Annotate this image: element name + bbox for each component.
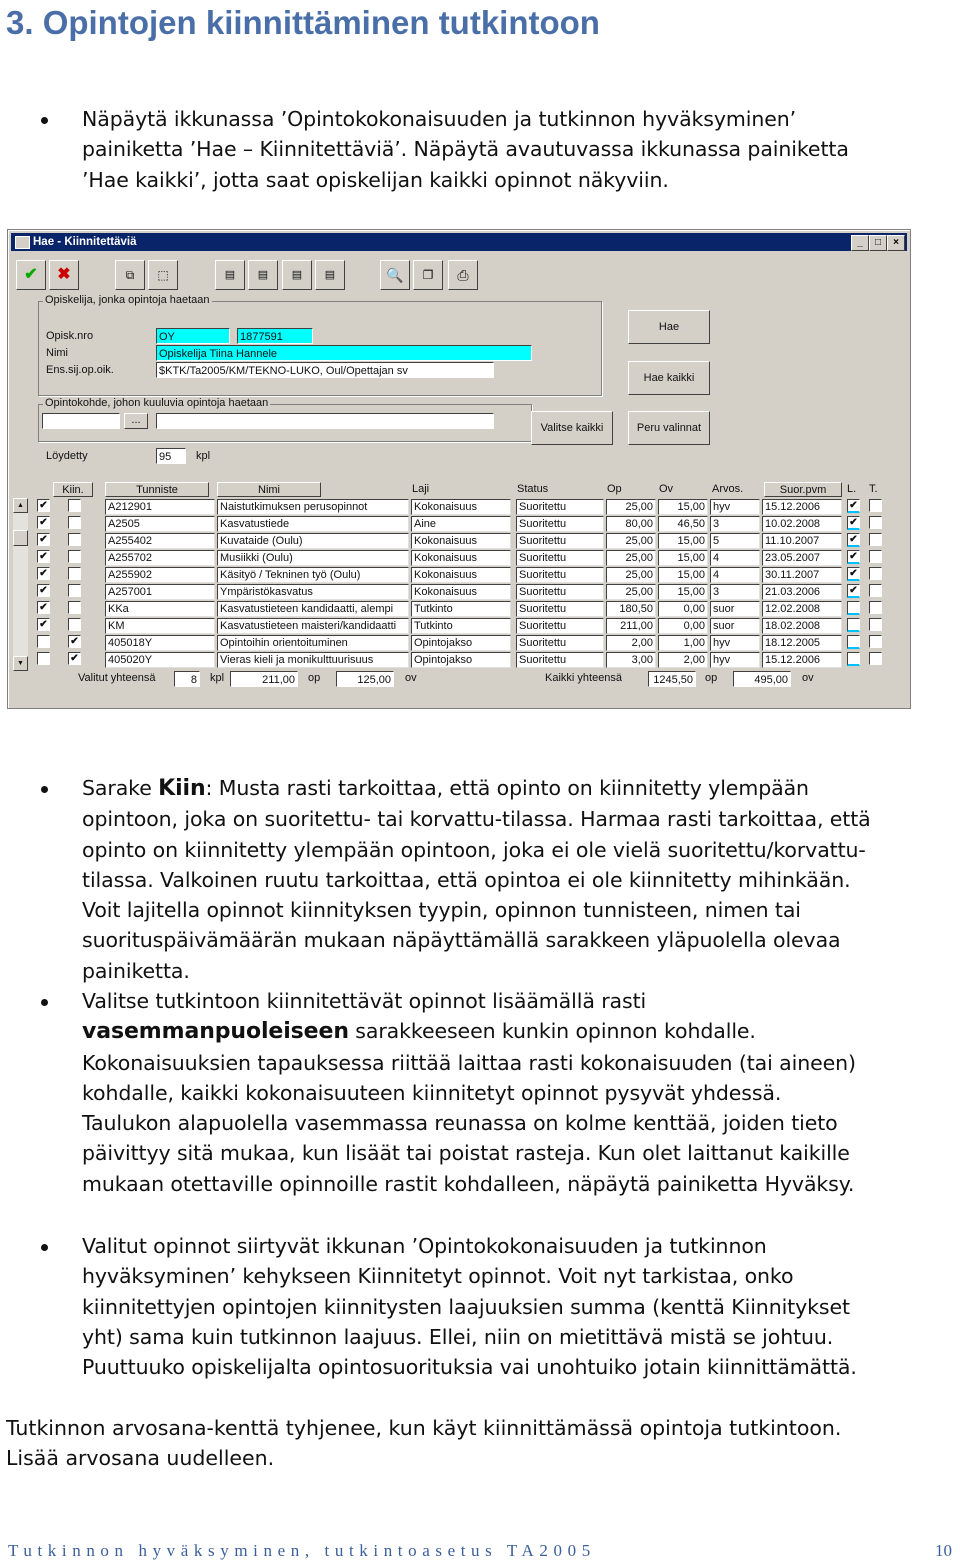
kiin-checkbox — [68, 550, 81, 563]
select-checkbox[interactable] — [37, 652, 50, 665]
table-cell-arvos: 5 — [710, 533, 760, 549]
loydetty-field: 95 — [156, 448, 186, 464]
table-cell-nimi: Käsityö / Tekninen työ (Oulu) — [217, 567, 409, 583]
table-cell-nimi: Musiikki (Oulu) — [217, 550, 409, 566]
table-cell-ov: 0,00 — [658, 601, 708, 617]
ov-header: Ov — [659, 483, 674, 495]
kaikki-ov-field: 495,00 — [733, 671, 791, 687]
paragraph-kiin — [82, 773, 871, 986]
text-line: mukaan otettaville opinnoille rastit kohdalleen, näpäytä painiketta Hyväksy. — [82, 1171, 855, 1196]
text-line: kiinnitettyjen opintojen kiinnitysten laajuuksien summa (kenttä Kiinnitykset — [82, 1294, 850, 1319]
print-icon[interactable]: ⎙ — [448, 260, 478, 290]
valitut-label: Valitut yhteensä — [78, 672, 156, 684]
opintokohde-field[interactable] — [42, 413, 120, 429]
maximize-icon[interactable]: □ — [869, 235, 887, 251]
table-cell-nimi: Naistutkimuksen perusopinnot — [217, 499, 409, 515]
kiin-checkbox — [68, 584, 81, 597]
kiin-checkbox — [68, 618, 81, 631]
table-cell-laji: Tutkinto — [411, 618, 511, 634]
text-span: Sarake — [82, 776, 159, 800]
kiin-checkbox: ✔ — [68, 652, 81, 665]
text-line — [82, 1016, 856, 1047]
text-span: : Musta rasti tarkoittaa, että opinto on kiinnitetty ylempään — [205, 776, 809, 800]
kaikki-ov-label: ov — [802, 672, 814, 684]
table-cell-laji: Opintojakso — [411, 652, 511, 668]
text-line: tilassa. Valkoinen ruutu tarkoittaa, että opintoa ei ole kiinnitetty mihinkään. — [82, 867, 851, 892]
loydetty-label: Löydetty — [46, 450, 88, 462]
kiin-checkbox — [68, 533, 81, 546]
table-cell-ov: 15,00 — [658, 550, 708, 566]
table-cell-arvos: 4 — [710, 550, 760, 566]
table-cell-arvos: suor — [710, 618, 760, 634]
table-cell-laji: Kokonaisuus — [411, 533, 511, 549]
table-cell-pvm: 15.12.2006 — [762, 499, 842, 515]
table-cell-tunniste: 405018Y — [105, 635, 215, 651]
t-checkbox[interactable] — [869, 601, 882, 614]
table-cell-laji: Kokonaisuus — [411, 584, 511, 600]
table-cell-nimi: Kasvatustieteen kandidaatti, alempi — [217, 601, 409, 617]
hae-button[interactable]: Hae — [628, 310, 710, 344]
table-cell-op: 80,00 — [606, 516, 656, 532]
paragraph-valitut — [82, 1231, 857, 1382]
text-line: painiketta ’Hae – Kiinnitettäviä’. Näpäytä avautuvassa ikkunassa painiketta — [82, 137, 849, 162]
text-line: kohdalle, kaikki kokonaisuuteen kiinnitetyt opinnot pysyvät yhdessä. — [82, 1080, 782, 1105]
scroll-down-icon[interactable]: ▼ — [13, 656, 28, 671]
table-cell-laji: Kokonaisuus — [411, 567, 511, 583]
table-cell-status: Suoritettu — [516, 499, 604, 515]
page-footer: Tutkinnon hyväksyminen, tutkintoasetus TA2005 — [8, 1541, 596, 1560]
table-cell-arvos: suor — [710, 601, 760, 617]
vasemmanpuoleiseen-bold-term: vasemmanpuoleiseen — [82, 1019, 349, 1045]
table-cell-nimi: Vieras kieli ja monikulttuurisuus — [217, 652, 409, 668]
bullet-dot — [41, 1244, 48, 1251]
l-checkbox[interactable]: ✔ — [847, 550, 860, 564]
table-cell-arvos: 4 — [710, 567, 760, 583]
table-cell-pvm: 30.11.2007 — [762, 567, 842, 583]
table-cell-ov: 15,00 — [658, 584, 708, 600]
table-cell-pvm: 21.03.2006 — [762, 584, 842, 600]
table-cell-pvm: 23.05.2007 — [762, 550, 842, 566]
close-icon[interactable]: × — [887, 235, 905, 251]
table-cell-pvm: 10.02.2008 — [762, 516, 842, 532]
select-checkbox[interactable]: ✔ — [37, 618, 50, 631]
text-line: Valitut opinnot siirtyvät ikkunan ’Opintokokonaisuuden ja tutkinnon — [82, 1234, 767, 1258]
kaikki-label: Kaikki yhteensä — [545, 672, 623, 684]
hae-kiinnitettavia-window — [7, 229, 911, 709]
table-cell-op: 3,00 — [606, 652, 656, 668]
l-checkbox[interactable]: ✔ — [847, 584, 860, 598]
table-cell-ov: 15,00 — [658, 567, 708, 583]
table-cell-arvos: 3 — [710, 516, 760, 532]
table-cell-status: Suoritettu — [516, 533, 604, 549]
kiin-checkbox: ✔ — [68, 635, 81, 648]
table-cell-ov: 1,00 — [658, 635, 708, 651]
opisk-nro-field[interactable]: 1877591 — [237, 328, 313, 344]
table-cell-nimi: Kasvatustiede — [217, 516, 409, 532]
scroll-thumb[interactable] — [13, 530, 28, 546]
text-line: Puuttuuko opiskelijalta opintosuorituksia vai unohtuiko jotain kiinnittämättä. — [82, 1355, 857, 1380]
kaikki-op-field: 1245,50 — [648, 671, 696, 687]
kiin-checkbox — [68, 499, 81, 512]
text-line: suorituspäivämäärän mukaan näpäyttämällä sarakkeen yläpuolella olevaa — [82, 928, 841, 953]
table-cell-nimi: Opintoihin orientoituminen — [217, 635, 409, 651]
previous-record-icon[interactable]: ▤ — [248, 260, 278, 290]
text-line: ’Hae kaikki’, jotta saat opiskelijan kaikki opinnot näkyviin. — [82, 167, 669, 192]
table-cell-nimi: Ympäristökasvatus — [217, 584, 409, 600]
loydetty-unit: kpl — [196, 450, 211, 462]
l-header: L. — [847, 483, 857, 495]
l-checkbox[interactable]: ✔ — [847, 567, 860, 581]
select-checkbox[interactable]: ✔ — [37, 567, 50, 580]
sort-tunniste-button[interactable]: Tunniste — [105, 482, 209, 497]
text-span: sarakkeeseen kunkin opinnon kohdalle. — [348, 1019, 756, 1044]
text-line: Taulukon alapuolella vasemmassa reunassa on kolme kenttää, joiden tieto — [82, 1111, 838, 1136]
l-checkbox[interactable] — [847, 601, 860, 615]
accept-icon[interactable]: ✔ — [16, 260, 46, 290]
table-cell-tunniste: A255402 — [105, 533, 215, 549]
text-line: opintoon, joka on suoritettu- tai korvattu-tilassa. Harmaa rasti tarkoittaa, että — [82, 807, 871, 832]
t-checkbox[interactable] — [869, 635, 882, 648]
table-cell-ov: 15,00 — [658, 499, 708, 515]
valitut-op-field: 211,00 — [230, 671, 298, 687]
select-checkbox[interactable]: ✔ — [37, 499, 50, 512]
op-header: Op — [607, 483, 622, 495]
table-cell-laji: Kokonaisuus — [411, 499, 511, 515]
table-cell-laji: Kokonaisuus — [411, 550, 511, 566]
kiin-checkbox — [68, 601, 81, 614]
table-cell-arvos: 3 — [710, 584, 760, 600]
text-line: Kokonaisuuksien tapauksessa riittää laittaa rasti kokonaisuuden (tai aineen) — [82, 1050, 856, 1075]
sort-suorpvm-button[interactable]: Suor.pvm — [764, 482, 842, 497]
table-cell-status: Suoritettu — [516, 652, 604, 668]
t-checkbox[interactable] — [869, 567, 882, 580]
table-cell-op: 25,00 — [606, 584, 656, 600]
kiin-bold-term: Kiin — [158, 776, 206, 801]
table-cell-op: 25,00 — [606, 567, 656, 583]
nimi-label: Nimi — [46, 347, 68, 359]
valitut-count-field: 8 — [174, 671, 200, 687]
select-checkbox[interactable] — [37, 635, 50, 648]
scroll-up-icon[interactable]: ▲ — [13, 498, 28, 513]
paragraph-intro — [82, 104, 849, 195]
table-cell-op: 211,00 — [606, 618, 656, 634]
cancel-icon[interactable]: ✖ — [49, 260, 79, 290]
table-cell-nimi: Kasvatustieteen maisteri/kandidaatti — [217, 618, 409, 634]
l-checkbox[interactable] — [847, 652, 860, 666]
text-line: päivittyy sitä mukaa, kun lisäät tai poistat rasteja. Kun olet laittanut kaikille — [82, 1141, 850, 1166]
sort-nimi-button[interactable]: Nimi — [217, 482, 321, 497]
text-line: opinto on kiinnitetty ylempään opintoon, joka ei ole vielä suoritettu/korvattu- — [82, 837, 866, 862]
laji-header: Laji — [412, 483, 430, 495]
table-cell-tunniste: KM — [105, 618, 215, 634]
l-checkbox[interactable]: ✔ — [847, 533, 860, 547]
table-cell-pvm: 18.02.2008 — [762, 618, 842, 634]
table-cell-status: Suoritettu — [516, 567, 604, 583]
table-cell-ov: 15,00 — [658, 533, 708, 549]
table-cell-tunniste: A212901 — [105, 499, 215, 515]
kiin-checkbox — [68, 567, 81, 580]
text-line: Näpäytä ikkunassa ’Opintokokonaisuuden ja tutkinnon hyväksyminen’ — [82, 107, 797, 131]
opintokohde-name-field[interactable] — [156, 413, 494, 429]
select-checkbox[interactable]: ✔ — [37, 516, 50, 529]
table-cell-laji: Tutkinto — [411, 601, 511, 617]
opisk-prefix-field[interactable]: OY — [156, 328, 230, 344]
l-checkbox[interactable]: ✔ — [847, 499, 860, 513]
text-line: Lisää arvosana uudelleen. — [6, 1446, 275, 1470]
opisk-nro-label: Opisk.nro — [46, 330, 94, 342]
first-record-icon[interactable]: ▤ — [215, 260, 245, 290]
bullet-dot — [41, 999, 48, 1006]
kaikki-op-label: op — [705, 672, 718, 684]
page-title: 3. Opintojen kiinnittäminen tutkintoon — [6, 4, 600, 41]
select-checkbox[interactable]: ✔ — [37, 533, 50, 546]
table-cell-op: 25,00 — [606, 550, 656, 566]
select-checkbox[interactable]: ✔ — [37, 584, 50, 597]
table-cell-status: Suoritettu — [516, 516, 604, 532]
text-line: hyväksyminen’ kehykseen Kiinnitetyt opinnot. Voit nyt tarkistaa, onko — [82, 1264, 794, 1289]
t-checkbox[interactable] — [869, 499, 882, 512]
ens-sij-label: Ens.sij.op.oik. — [46, 364, 114, 376]
t-checkbox[interactable] — [869, 618, 882, 631]
table-cell-nimi: Kuvataide (Oulu) — [217, 533, 409, 549]
table-cell-ov: 0,00 — [658, 618, 708, 634]
table-cell-tunniste: 405020Y — [105, 652, 215, 668]
table-cell-tunniste: A255702 — [105, 550, 215, 566]
table-cell-arvos: hyv — [710, 499, 760, 515]
l-checkbox[interactable]: ✔ — [847, 516, 860, 530]
attach-icon[interactable]: ⧉ — [115, 260, 145, 290]
table-cell-status: Suoritettu — [516, 550, 604, 566]
table-cell-status: Suoritettu — [516, 635, 604, 651]
table-cell-ov: 46,50 — [658, 516, 708, 532]
nimi-field[interactable]: Opiskelija Tiina Hannele — [156, 345, 532, 361]
table-cell-pvm: 18.12.2005 — [762, 635, 842, 651]
table-cell-tunniste: KKa — [105, 601, 215, 617]
window-titlebar — [11, 233, 907, 251]
table-cell-arvos: hyv — [710, 652, 760, 668]
valitut-op-label: op — [308, 672, 321, 684]
table-cell-arvos: hyv — [710, 635, 760, 651]
valitut-ov-label: ov — [405, 672, 417, 684]
copy-icon[interactable]: ❐ — [413, 260, 443, 290]
table-cell-op: 2,00 — [606, 635, 656, 651]
detach-icon[interactable]: ⬚ — [148, 260, 178, 290]
vertical-scrollbar[interactable] — [13, 498, 28, 670]
text-line: Voit lajitella opinnot kiinnityksen tyypin, opinnon tunnisteen, nimen tai — [82, 898, 801, 923]
t-header: T. — [869, 483, 878, 495]
valitut-ov-field: 125,00 — [336, 671, 394, 687]
table-cell-op: 25,00 — [606, 499, 656, 515]
valitse-kaikki-button[interactable]: Valitse kaikki — [531, 411, 613, 445]
table-cell-status: Suoritettu — [516, 584, 604, 600]
text-line: Valitse tutkintoon kiinnitettävät opinnot lisäämällä rasti — [82, 989, 647, 1013]
bullet-dot — [41, 117, 48, 124]
table-cell-op: 25,00 — [606, 533, 656, 549]
opintokohde-group-title: Opintokohde, johon kuuluvia opintoja haetaan — [45, 397, 269, 409]
l-checkbox[interactable] — [847, 635, 860, 649]
kiin-checkbox — [68, 516, 81, 529]
browse-button[interactable]: ... — [124, 413, 148, 429]
minimize-icon[interactable]: _ — [851, 235, 869, 251]
text-line: yht) sama kuin tutkinnon laajuus. Ellei, niin on mietittävä mistä se johtuu. — [82, 1324, 834, 1349]
app-icon — [15, 236, 30, 249]
table-cell-status: Suoritettu — [516, 601, 604, 617]
t-checkbox[interactable] — [869, 652, 882, 665]
table-cell-pvm: 12.02.2008 — [762, 601, 842, 617]
arvos-header: Arvos. — [712, 483, 744, 495]
sort-kiin-button[interactable]: Kiin. — [53, 482, 93, 497]
page-number: 10 — [935, 1541, 952, 1560]
table-cell-laji: Opintojakso — [411, 635, 511, 651]
hae-kaikki-button[interactable]: Hae kaikki — [628, 361, 710, 395]
status-header: Status — [517, 483, 549, 495]
t-checkbox[interactable] — [869, 584, 882, 597]
table-cell-tunniste: A255902 — [105, 567, 215, 583]
table-cell-laji: Aine — [411, 516, 511, 532]
t-checkbox[interactable] — [869, 533, 882, 546]
table-cell-tunniste: A257001 — [105, 584, 215, 600]
text-line: Tutkinnon arvosana-kenttä tyhjenee, kun käyt kiinnittämässä opintoja tutkintoon. — [6, 1416, 842, 1440]
table-cell-op: 180,50 — [606, 601, 656, 617]
table-cell-pvm: 15.12.2006 — [762, 652, 842, 668]
table-cell-pvm: 11.10.2007 — [762, 533, 842, 549]
bullet-dot — [41, 786, 48, 793]
paragraph-valitse — [82, 986, 856, 1199]
search-icon[interactable]: 🔍 — [380, 260, 410, 290]
next-record-icon[interactable]: ▤ — [282, 260, 312, 290]
select-checkbox[interactable]: ✔ — [37, 601, 50, 614]
student-group-title: Opiskelija, jonka opintoja haetaan — [45, 294, 210, 306]
t-checkbox[interactable] — [869, 550, 882, 563]
text-line: painiketta. — [82, 958, 190, 983]
select-checkbox[interactable]: ✔ — [37, 550, 50, 563]
valitut-kpl-label: kpl — [210, 672, 225, 684]
table-cell-ov: 2,00 — [658, 652, 708, 668]
window-title: Hae - Kiinnitettäviä — [33, 236, 137, 248]
t-checkbox[interactable] — [869, 516, 882, 529]
text-line — [82, 773, 871, 804]
closing-paragraph — [6, 1413, 841, 1473]
peru-valinnat-button[interactable]: Peru valinnat — [628, 411, 710, 445]
last-record-icon[interactable]: ▤ — [315, 260, 345, 290]
l-checkbox[interactable] — [847, 618, 860, 632]
ens-sij-field[interactable]: $KTK/Ta2005/KM/TEKNO-LUKO, Oul/Opettajan sv — [156, 362, 494, 378]
table-cell-status: Suoritettu — [516, 618, 604, 634]
table-cell-tunniste: A2505 — [105, 516, 215, 532]
